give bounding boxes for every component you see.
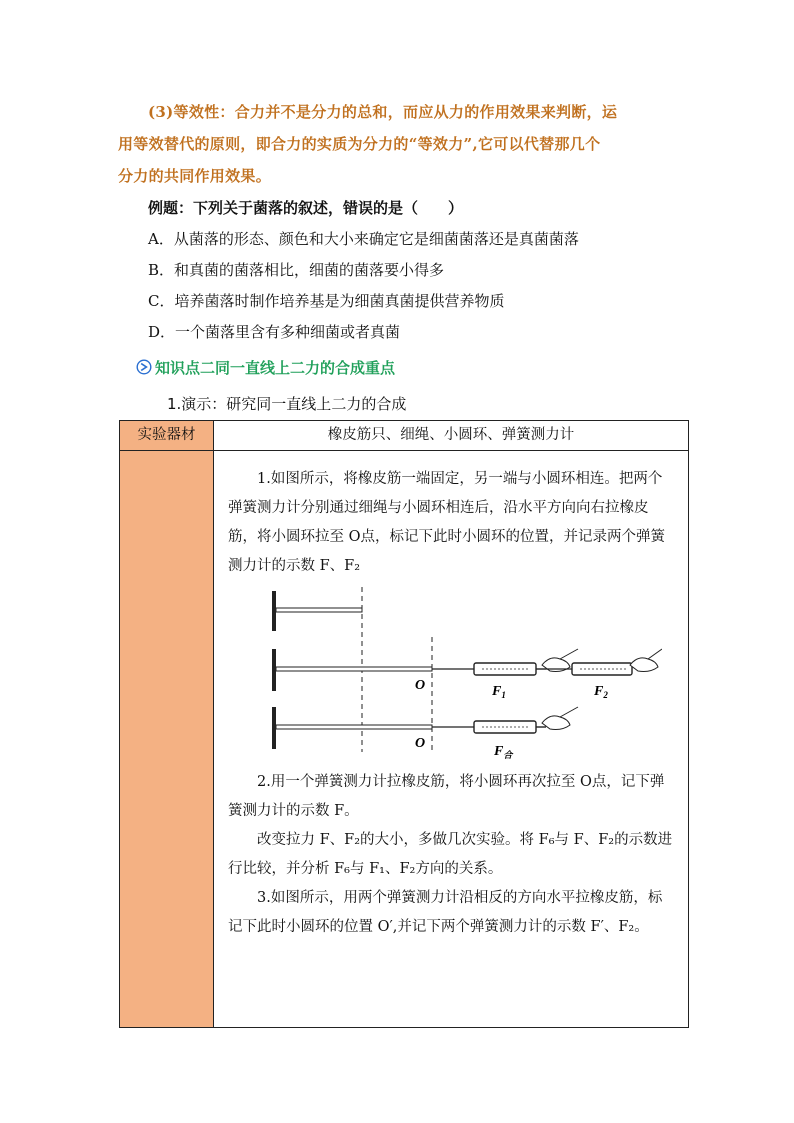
knowledge-point-title: 知识点二同一直线上二力的合成重点 [155, 358, 396, 377]
spring-scale-2 [572, 649, 662, 675]
f1-label: $F_1$ [492, 684, 506, 700]
step-2-note: 改变拉力 F、F₂的大小，多做几次实验。将 F₆与 F、F₂的示数进行比较，并分析 F₆与 F₁、F₂方向的关系。 [228, 832, 673, 877]
procedure-label-cell [120, 451, 214, 1028]
table-row [120, 421, 689, 451]
wall-2 [272, 649, 276, 691]
option-a: A．从菌落的形态、颜色和大小来确定它是细菌菌落还是真菌菌落 [148, 230, 579, 248]
rubber-band-1 [276, 608, 362, 612]
experiment-figure [242, 587, 662, 762]
equipment-label: 实验器材 [120, 421, 214, 451]
rubber-band-2 [276, 667, 432, 671]
equivalence-line-1: (3)等效性：合力并不是分力的总和，而应从力的作用效果来判断，运 [148, 103, 618, 121]
option-c: C．培养菌落时制作培养基是为细菌真菌提供营养物质 [148, 292, 505, 310]
option-b: B．和真菌的菌落相比，细菌的菌落要小得多 [148, 261, 445, 279]
circle-arrow-icon [136, 359, 152, 375]
option-d: D．一个菌落里含有多种细菌或者真菌 [148, 323, 401, 341]
equipment-value: 橡皮筋只、细绳、小圆环、弹簧测力计 [214, 421, 689, 451]
experiment-table [119, 420, 689, 1028]
table-row [120, 451, 689, 1028]
point-o-label: O [415, 678, 426, 693]
demo-title: 1.演示：研究同一直线上二力的合成 [167, 395, 407, 413]
equivalence-line-3: 分力的共同作用效果。 [118, 167, 272, 185]
step-3: 3.如图所示，用两个弹簧测力计沿相反的方向水平拉橡皮筋，标记下此时小圆环的位置 O′,并记下两个弹簧测力计的示数 F′、F₂。 [228, 890, 663, 935]
spring-scale-1 [474, 649, 578, 675]
f-resultant-label: $F_合$ [494, 744, 513, 760]
equivalence-paragraph [118, 96, 688, 192]
step-2: 2.用一个弹簧测力计拉橡皮筋，将小圆环再次拉至 O点，记下弹簧测力计的示数 F。 [228, 774, 665, 819]
knowledge-point-heading [136, 355, 395, 379]
wall-3 [272, 707, 276, 749]
question-stem: 例题：下列关于菌落的叙述，错误的是（ ） [148, 199, 464, 217]
step-1: 1.如图所示，将橡皮筋一端固定，另一端与小圆环相连。把两个弹簧测力计分别通过细绳与小圆环相连后，沿水平方向向右拉橡皮筋，将小圆环拉至 O点，标记下此时小圆环的位置，并记录两个弹簧测力计的示数 F、F₂ [228, 471, 665, 574]
f2-label: $F_2$ [594, 684, 608, 700]
procedure-cell [214, 451, 689, 1028]
point-o-label-2: O [415, 736, 426, 751]
rubber-band-3 [276, 725, 432, 729]
wall-1 [272, 591, 276, 631]
spring-scale-3 [474, 707, 578, 733]
example-question [148, 193, 579, 348]
equivalence-line-2: 用等效替代的原则，即合力的实质为分力的“等效力”,它可以代替那几个 [118, 135, 601, 153]
